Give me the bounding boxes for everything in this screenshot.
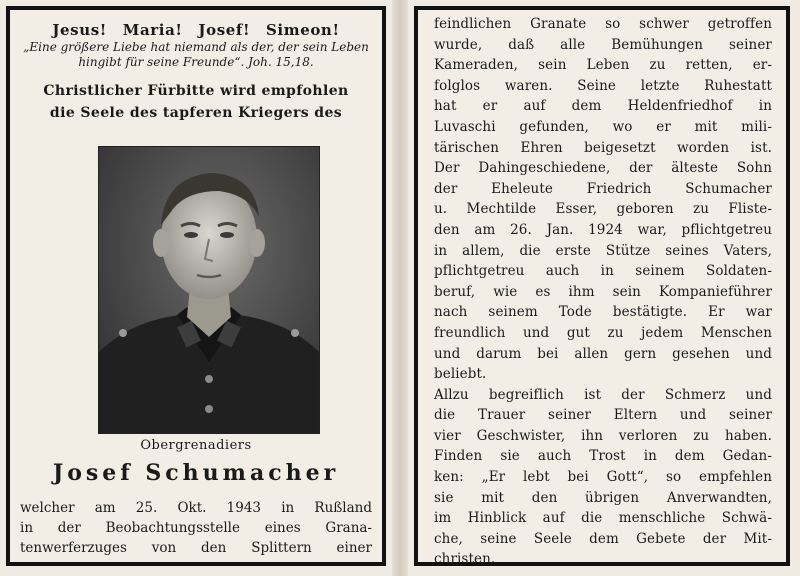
- text-line: folglos waren. Seine letzte Ruhestatt: [434, 77, 772, 94]
- death-line: tenwerferzuges von den Splittern einer: [20, 540, 372, 556]
- left-panel-content: [20, 20, 372, 554]
- deceased-name: Josef Schumacher: [52, 460, 340, 486]
- text-line: feindlichen Granate so schwer getroffen: [434, 16, 772, 32]
- text-line: u. Mechtilde Esser, geboren zu Fliste-: [434, 201, 772, 218]
- death-text: [20, 498, 372, 558]
- rank-label: Obergrenadiers: [140, 438, 252, 453]
- text-line: sie mit den übrigen Anverwandten,: [434, 489, 772, 506]
- text-line: che, seine Seele dem Gebete der Mit-: [434, 530, 772, 547]
- bible-verse: „Eine größere Liebe hat niemand als der, der sein Leben hingibt für seine Freunde“. Joh. 15,18.: [23, 40, 369, 69]
- card-fold: [392, 0, 408, 576]
- death-line: welcher am 25. Okt. 1943 in Rußland: [20, 500, 372, 516]
- text-line: der Eheleute Friedrich Schumacher: [434, 180, 772, 197]
- right-panel: [414, 6, 790, 566]
- intro-text: [20, 80, 372, 124]
- text-line: christen.: [434, 551, 496, 568]
- text-line: tärischen Ehren beigesetzt worden ist.: [434, 139, 772, 156]
- saints-invocation: Jesus! Maria! Josef! Simeon!: [52, 21, 340, 39]
- text-line: und darum bei allen gern gesehen und: [434, 345, 772, 362]
- text-line: beliebt.: [434, 366, 487, 383]
- text-line: im Hinblick auf die menschliche Schwä-: [434, 510, 772, 527]
- intro-line: die Seele des tapferen Kriegers des: [49, 105, 343, 121]
- death-line: in der Beobachtungsstelle eines Grana-: [20, 520, 372, 536]
- text-line: freundlich und gut zu jedem Menschen: [434, 324, 772, 341]
- biography-text: [434, 14, 772, 570]
- text-line: ken: „Er lebt bei Gott“, so empfehlen: [434, 469, 772, 486]
- soldier-portrait: [98, 146, 320, 434]
- text-line: Der Dahingeschiedene, der älteste Sohn: [434, 160, 772, 177]
- portrait-illustration: [99, 147, 319, 433]
- text-line: vier Geschwister, ihn verloren zu haben.: [434, 427, 772, 444]
- text-line: Kameraden, sein Leben zu retten, er-: [434, 57, 772, 74]
- intro-line: Christlicher Fürbitte wird empfohlen: [43, 83, 349, 99]
- text-line: in allem, die erste Stütze seines Vaters,: [434, 242, 772, 259]
- text-line: pflichtgetreu auch in seinem Soldaten-: [434, 263, 772, 280]
- text-line: Allzu begreiflich ist der Schmerz und: [434, 386, 772, 403]
- text-line: beruf, wie es ihm sein Kompanieführer: [434, 283, 772, 300]
- text-line: Luvaschi gefunden, wo er mit mili-: [434, 118, 772, 135]
- text-line: hat er auf dem Heldenfriedhof in: [434, 98, 772, 115]
- text-line: die Trauer seiner Eltern und seiner: [434, 407, 772, 424]
- text-line: Finden sie auch Trost in dem Gedan-: [434, 448, 772, 465]
- text-line: nach seinem Tode bestätigte. Er war: [434, 304, 772, 321]
- text-line: wurde, daß alle Bemühungen seiner: [434, 36, 772, 53]
- left-panel: [6, 6, 386, 566]
- text-line: den am 26. Jan. 1924 war, pflichtgetreu: [434, 221, 772, 238]
